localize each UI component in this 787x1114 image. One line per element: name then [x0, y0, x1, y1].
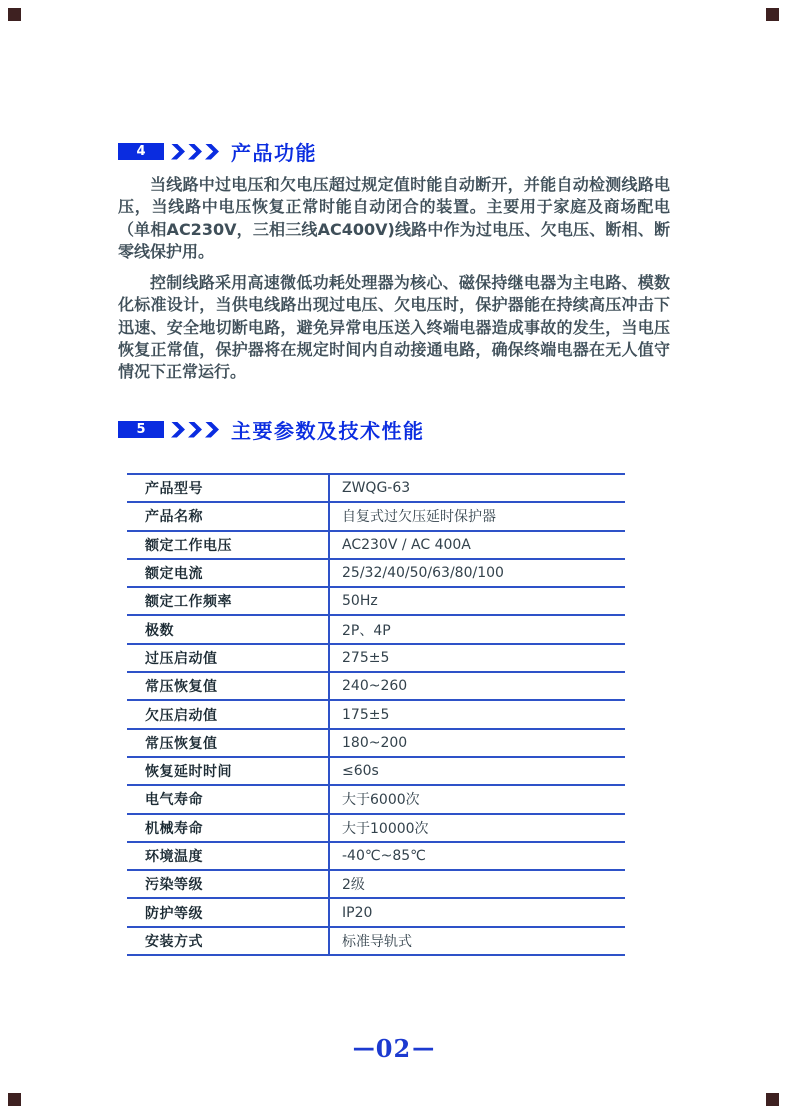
- chevrons: [171, 422, 222, 438]
- section-4-title: 产品功能: [231, 141, 317, 165]
- page-number: [0, 1034, 787, 1063]
- spec-label: 过压启动值: [127, 645, 330, 671]
- spec-label: 防护等级: [127, 899, 330, 925]
- corner-mark-top-right: [766, 8, 779, 21]
- spec-label: 常压恢复值: [127, 730, 330, 756]
- table-row: [127, 503, 625, 531]
- chevron-right-icon: [171, 422, 185, 438]
- table-row: [127, 588, 625, 616]
- table-row: [127, 701, 625, 729]
- spec-value: 180~200: [342, 734, 408, 751]
- section-4-number-badge: 4: [118, 143, 164, 160]
- spec-value: 大于6000次: [342, 792, 420, 809]
- spec-value: -40℃~85℃: [342, 848, 426, 864]
- section-5-header: [118, 415, 425, 444]
- spec-value: 标准导轨式: [342, 933, 412, 950]
- chevron-right-icon: [205, 144, 219, 160]
- table-row: [127, 786, 625, 814]
- spec-value: 175±5: [342, 706, 390, 723]
- spec-label: 额定工作电压: [127, 532, 330, 558]
- table-row: [127, 616, 625, 644]
- section-4-header: [118, 137, 317, 166]
- table-row: [127, 730, 625, 758]
- spec-label: 产品型号: [127, 475, 330, 501]
- spec-value: IP20: [342, 904, 373, 921]
- spec-label: 机械寿命: [127, 815, 330, 841]
- spec-label: 额定电流: [127, 560, 330, 586]
- spec-label: 环境温度: [127, 843, 330, 869]
- corner-mark-top-left: [8, 8, 21, 21]
- corner-mark-bottom-right: [766, 1093, 779, 1106]
- spec-value: 大于10000次: [342, 820, 429, 837]
- spec-value: 275±5: [342, 649, 390, 666]
- paragraph-2: 控制线路采用高速微低功耗处理器为核心、磁保持继电器为主电路、模数化标准设计，当供电线路出现过电压、欠电压时，保护器能在持续高压冲击下迅速、安全地切断电路，避免异常电压送入终端电器造成事故的发生，当电压恢复正常值，保护器将在规定时间内自动接通电路，确保终端电器在无人值守情况下正常运行。: [118, 273, 670, 382]
- spec-label: 安装方式: [127, 928, 330, 954]
- spec-value: AC230V / AC 400A: [342, 536, 471, 553]
- chevron-right-icon: [171, 144, 185, 160]
- table-row: [127, 475, 625, 503]
- table-row: [127, 843, 625, 871]
- spec-label: 产品名称: [127, 503, 330, 529]
- spec-label: 欠压启动值: [127, 701, 330, 727]
- spec-value: ≤60s: [342, 763, 379, 780]
- table-row: [127, 928, 625, 956]
- spec-label: 电气寿命: [127, 786, 330, 812]
- spec-label: 额定工作频率: [127, 588, 330, 614]
- spec-label: 恢复延时时间: [127, 758, 330, 784]
- chevron-right-icon: [188, 144, 202, 160]
- table-row: [127, 758, 625, 786]
- table-row: [127, 560, 625, 588]
- chevron-right-icon: [188, 422, 202, 438]
- spec-value: 50Hz: [342, 593, 378, 610]
- spec-label: 常压恢复值: [127, 673, 330, 699]
- spec-value: 2级: [342, 877, 365, 894]
- spec-table: [127, 473, 625, 956]
- spec-label: 极数: [127, 616, 330, 642]
- spec-value: 2P、4P: [342, 622, 391, 639]
- chevron-right-icon: [205, 422, 219, 438]
- spec-value: 自复式过欠压延时保护器: [342, 509, 496, 526]
- section-5-title: 主要参数及技术性能: [231, 419, 425, 443]
- section-5-number-badge: 5: [118, 421, 164, 438]
- spec-value: ZWQG-63: [342, 480, 411, 497]
- table-row: [127, 532, 625, 560]
- table-row: [127, 899, 625, 927]
- table-row: [127, 815, 625, 843]
- corner-mark-bottom-left: [8, 1093, 21, 1106]
- table-row: [127, 871, 625, 899]
- spec-label: 污染等级: [127, 871, 330, 897]
- table-row: [127, 673, 625, 701]
- product-function-text: [118, 174, 670, 384]
- page-number-value: 02: [375, 1034, 412, 1063]
- spec-value: 25/32/40/50/63/80/100: [342, 565, 504, 582]
- page-number-dash-left: —: [352, 1036, 375, 1061]
- page-number-dash-right: —: [412, 1036, 435, 1061]
- chevrons: [171, 144, 222, 160]
- table-row: [127, 645, 625, 673]
- paragraph-1: 当线路中过电压和欠电压超过规定值时能自动断开，并能自动检测线路电压，当线路中电压恢复正常时能自动闭合的装置。主要用于家庭及商场配电（单相AC230V，三相三线AC400V)线路中作为过电压、欠电压、断相、断零线保护用。: [118, 175, 670, 261]
- spec-value: 240~260: [342, 678, 408, 695]
